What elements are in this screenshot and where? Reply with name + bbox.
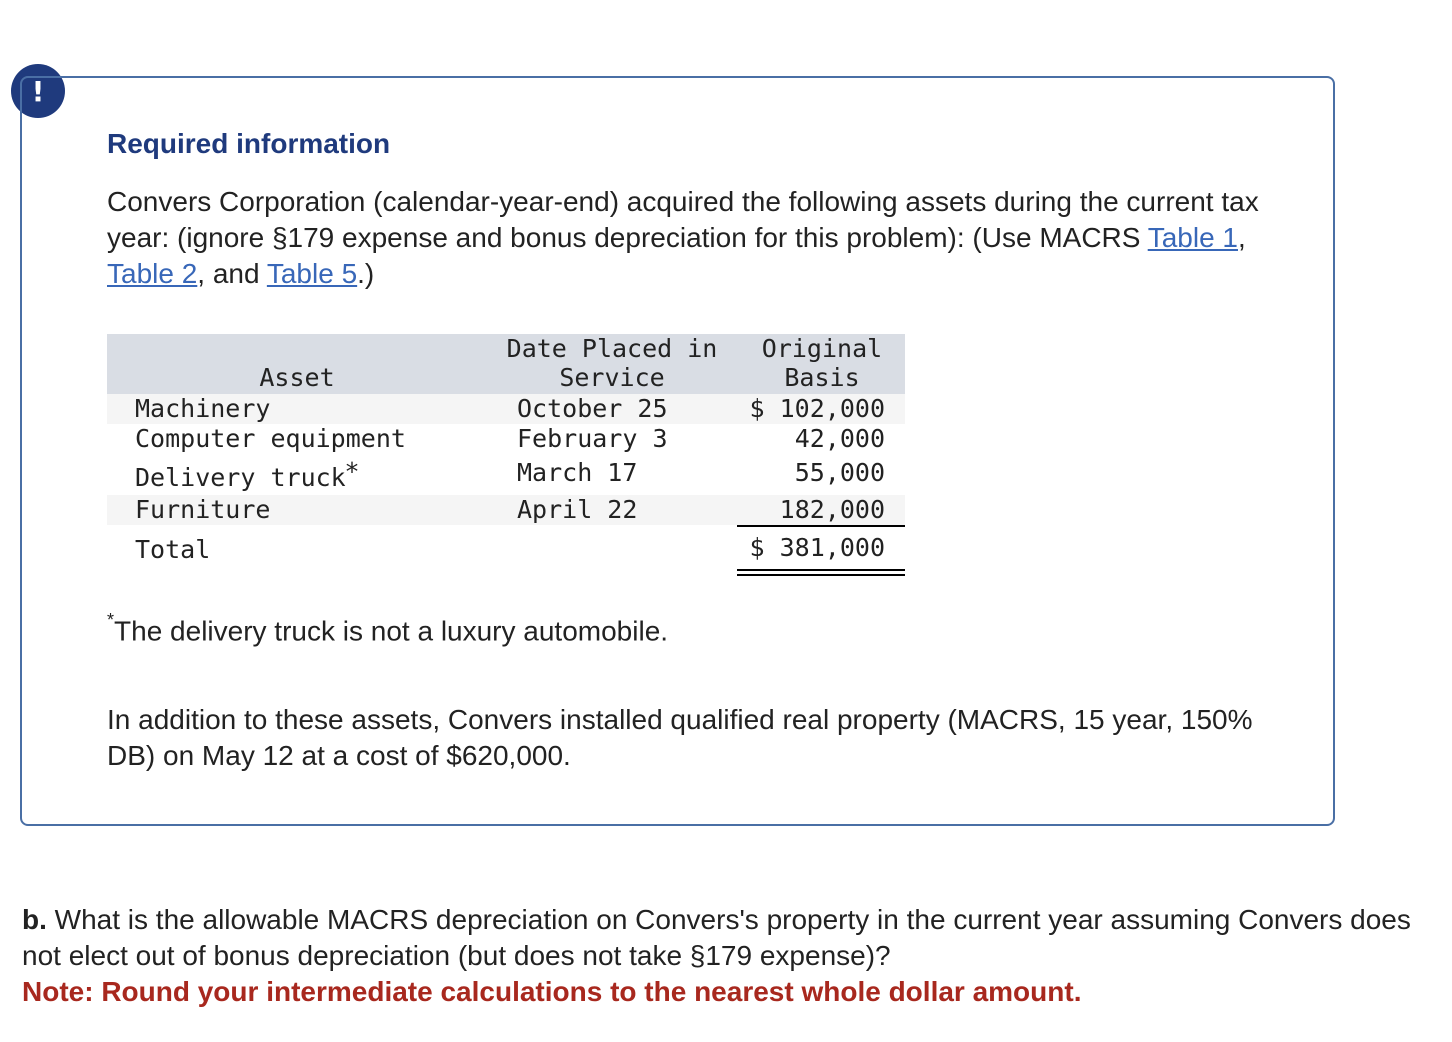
asset-name: Furniture [135,495,271,524]
total-basis: $ 381,000 [749,533,885,562]
assets-table [107,334,907,584]
basis-column-header-line2: Basis [784,363,860,392]
basis-column-header-line1: Original [761,334,883,363]
date-placed: October 25 [517,394,668,423]
original-basis: $ 102,000 [749,394,885,423]
footnote-marker: * [345,457,359,486]
alert-icon: ! [11,64,65,118]
question-b: b. What is the allowable MACRS depreciation on Convers's property in the current year assuming Convers does not elect out of bonus depreciation (but does not take §179 expense)? [22,904,1411,971]
total-double-rule-top [737,569,905,571]
asset-name: Machinery [135,394,271,423]
table-2-link[interactable]: Table 2 [107,258,198,289]
total-double-rule-bottom [737,574,905,576]
rounding-note: Note: Round your intermediate calculations to the nearest whole dollar amount. [22,976,1082,1007]
table-1-link[interactable]: Table 1 [1147,222,1238,253]
date-placed: March 17 [517,458,638,487]
asset-name: Delivery truck* [135,457,359,492]
table-5-link[interactable]: Table 5 [266,258,358,289]
asset-name: Computer equipment [135,424,406,453]
footnote-asterisk: * [107,610,115,630]
original-basis: 42,000 [794,424,885,453]
date-placed: April 22 [517,495,638,524]
required-information-heading: Required information [107,128,391,159]
asset-column-header: Asset [259,363,335,392]
question-label: b. [22,904,47,935]
date-placed: February 3 [517,424,668,453]
subtotal-rule [737,525,905,527]
date-column-header-line1: Date Placed in [506,334,718,363]
original-basis: 182,000 [779,495,885,524]
intro-paragraph: Convers Corporation (calendar-year-end) acquired the following assets during the current tax year: (ignore §179 expense and bonus depreciation for this problem): (Use MACRS Table 1, Table 2, and Table 5.) [107,186,1259,289]
footnote: *The delivery truck is not a luxury automobile. [107,610,669,647]
original-basis: 55,000 [794,458,885,487]
additional-property-paragraph: In addition to these assets, Convers installed qualified real property (MACRS, 15 year, 150% DB) on May 12 at a cost of $620,000. [107,704,1253,771]
date-column-header-line2: Service [559,363,665,392]
total-label: Total [135,535,211,564]
